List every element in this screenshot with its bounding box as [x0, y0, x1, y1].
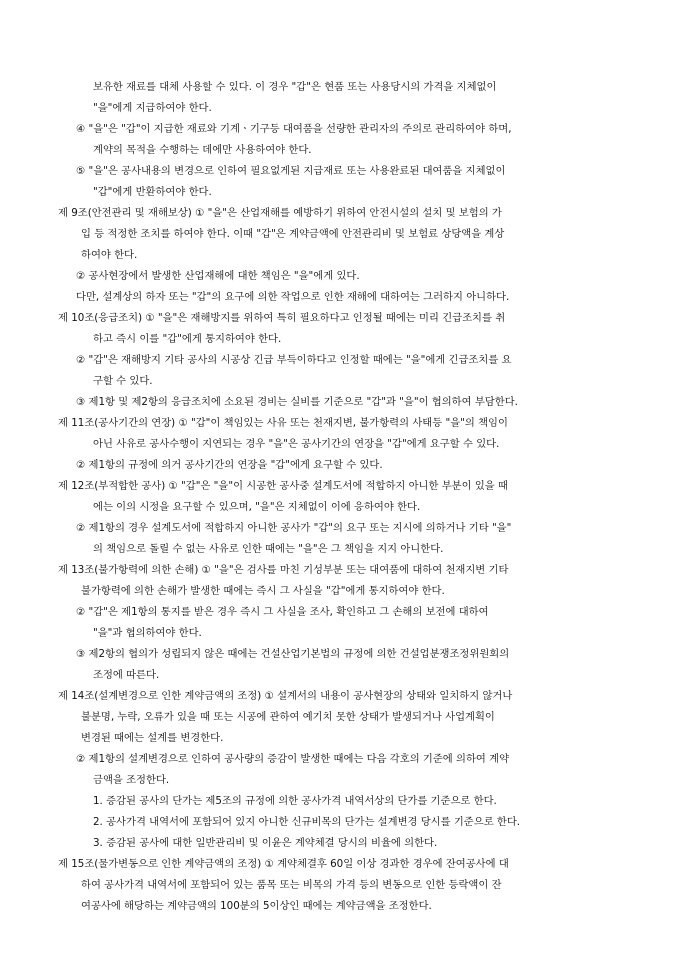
line-text: 조정에 따른다.	[93, 669, 160, 681]
line-text: 구할 수 있다.	[93, 375, 153, 387]
line-text: 아닌 사유로 공사수행이 지연되는 경우 "을"은 공사기간의 연장을 "갑"에게 요구할 수 있다.	[93, 438, 500, 450]
line-text: ② 제1항의 규정에 의거 공사기간의 연장을 "갑"에게 요구할 수 있다.	[76, 459, 383, 471]
text-line	[0, 227, 680, 241]
line-text: ② 공사현장에서 발생한 산업재해에 대한 책임은 "을"에게 있다.	[76, 270, 360, 282]
line-text: 제 10조(응급조치) ① "을"은 재해방지를 위하여 특히 필요하다고 인정될 때에는 미리 긴급조치를 취	[58, 312, 506, 324]
text-line	[0, 416, 680, 430]
line-text: 하고 즉시 이를 "갑"에게 통지하여야 한다.	[93, 333, 282, 345]
text-line	[0, 101, 680, 115]
text-line	[0, 80, 680, 94]
line-text: 에는 이의 시정을 요구할 수 있으며, "을"은 지체없이 이에 응하여야 한다.	[93, 501, 421, 513]
line-text: 제 9조(안전관리 및 재해보상) ① "을"은 산업재해를 예방하기 위하여 안전시설의 설치 및 보험의 가	[58, 207, 502, 219]
text-line	[0, 479, 680, 493]
text-line	[0, 206, 680, 220]
line-text: 1. 증감된 공사의 단가는 제5조의 규정에 의한 공사가격 내역서상의 단가를 기준으로 한다.	[93, 795, 497, 807]
line-text: 하여 공사가격 내역서에 포함되어 있는 품목 또는 비목의 가격 등의 변동으로 인한 등락액이 잔	[81, 879, 502, 891]
text-line	[0, 248, 680, 262]
line-text: 보유한 재료를 대체 사용할 수 있다. 이 경우 "갑"은 현품 또는 사용당시의 가격을 지체없이	[93, 81, 497, 93]
text-line	[0, 794, 680, 808]
line-text: 입 등 적정한 조치를 하여야 한다. 이때 "갑"은 계약금액에 안전관리비 및 보험료 상당액을 계상	[81, 228, 505, 240]
line-text: ② "갑"은 제1항의 통지를 받은 경우 즉시 그 사실을 조사, 확인하고 그 손해의 보전에 대하여	[76, 606, 489, 618]
text-line	[0, 521, 680, 535]
text-line	[0, 374, 680, 388]
text-line	[0, 311, 680, 325]
text-line	[0, 626, 680, 640]
line-text: 3. 증감된 공사에 대한 일반관리비 및 이윤은 계약체결 당시의 비율에 의한다.	[93, 837, 438, 849]
line-text: 불가항력에 의한 손해가 발생한 때에는 즉시 그 사실을 "갑"에게 통지하여야 한다.	[81, 585, 445, 597]
line-text: 제 14조(설계변경으로 인한 계약금액의 조정) ① 설계서의 내용이 공사현장의 상태와 일치하지 않거나	[58, 690, 513, 702]
line-text: 제 11조(공사기간의 연장) ① "갑"이 책임있는 사유 또는 천재지변, 불가항력의 사태등 "을"의 책임이	[58, 417, 508, 429]
text-line	[0, 458, 680, 472]
text-line	[0, 500, 680, 514]
line-text: 의 책임으로 돌릴 수 없는 사유로 인한 때에는 "을"은 그 책임을 지지 아니한다.	[93, 543, 444, 555]
text-line	[0, 647, 680, 661]
text-line	[0, 395, 680, 409]
text-line	[0, 773, 680, 787]
text-line	[0, 710, 680, 724]
text-line	[0, 164, 680, 178]
line-text: 하여야 한다.	[81, 249, 138, 261]
line-text: 금액을 조정한다.	[93, 774, 170, 786]
line-text: 다만, 설계상의 하자 또는 "갑"의 요구에 의한 작업으로 인한 재해에 대하여는 그러하지 아니하다.	[76, 291, 510, 303]
text-line	[0, 668, 680, 682]
text-line	[0, 143, 680, 157]
text-line	[0, 290, 680, 304]
text-line	[0, 689, 680, 703]
text-line	[0, 899, 680, 913]
text-line	[0, 437, 680, 451]
text-line	[0, 269, 680, 283]
text-line	[0, 353, 680, 367]
text-line	[0, 815, 680, 829]
text-line	[0, 185, 680, 199]
text-line	[0, 332, 680, 346]
text-line	[0, 584, 680, 598]
line-text: ③ 제2항의 협의가 성립되지 않은 때에는 건설산업기본법의 규정에 의한 건설업분쟁조정위원회의	[76, 648, 510, 660]
line-text: "을"과 협의하여야 한다.	[93, 627, 202, 639]
line-text: 제 13조(불가항력에 의한 손해) ① "을"은 검사를 마친 기성부분 또는 대여품에 대하여 천재지변 기타	[58, 564, 509, 576]
line-text: ④ "을"은 "갑"이 지급한 재료와 기계ㆍ기구등 대여품을 선량한 관리자의 주의로 관리하여야 하며,	[76, 123, 512, 135]
line-text: "을"에게 지급하여야 한다.	[93, 102, 212, 114]
text-line	[0, 878, 680, 892]
line-text: 불분명, 누락, 오류가 있을 때 또는 시공에 관하여 예기치 못한 상태가 발생되거나 사업계획이	[81, 711, 495, 723]
line-text: 계약의 목적을 수행하는 데에만 사용하여야 한다.	[93, 144, 312, 156]
line-text: ③ 제1항 및 제2항의 응급조치에 소요된 경비는 실비를 기준으로 "갑"과 "을"이 협의하여 부담한다.	[76, 396, 518, 408]
line-text: 제 12조(부적합한 공사) ① "갑"은 "을"이 시공한 공사중 설계도서에 적합하지 아니한 부분이 있을 때	[58, 480, 508, 492]
text-line	[0, 605, 680, 619]
text-line	[0, 836, 680, 850]
line-text: ② 제1항의 경우 설계도서에 적합하지 아니한 공사가 "갑"의 요구 또는 지시에 의하거나 기타 "을"	[76, 522, 512, 534]
text-line	[0, 563, 680, 577]
line-text: ⑤ "을"은 공사내용의 변경으로 인하여 필요없게된 지급재료 또는 사용완료된 대여품을 지체없이	[76, 165, 506, 177]
text-line	[0, 731, 680, 745]
line-text: 2. 공사가격 내역서에 포함되어 있지 아니한 신규비목의 단가는 설계변경 당시를 기준으로 한다.	[93, 816, 521, 828]
text-line	[0, 122, 680, 136]
line-text: 여공사에 해당하는 계약금액의 100분의 5이상인 때에는 계약금액을 조정한다.	[81, 900, 432, 912]
line-text: ② "갑"은 재해방지 기타 공사의 시공상 긴급 부득이하다고 인정할 때에는 "을"에게 긴급조치를 요	[76, 354, 512, 366]
line-text: "갑"에게 반환하여야 한다.	[93, 186, 212, 198]
text-line	[0, 752, 680, 766]
text-line	[0, 542, 680, 556]
text-line	[0, 857, 680, 871]
line-text: ② 제1항의 설계변경으로 인하여 공사량의 증감이 발생한 때에는 다음 각호의 기준에 의하여 계약	[76, 753, 510, 765]
line-text: 변경된 때에는 설계를 변경한다.	[81, 732, 224, 744]
line-text: 제 15조(물가변동으로 인한 계약금액의 조정) ① 계약체결후 60일 이상 경과한 경우에 잔여공사에 대	[58, 858, 509, 870]
